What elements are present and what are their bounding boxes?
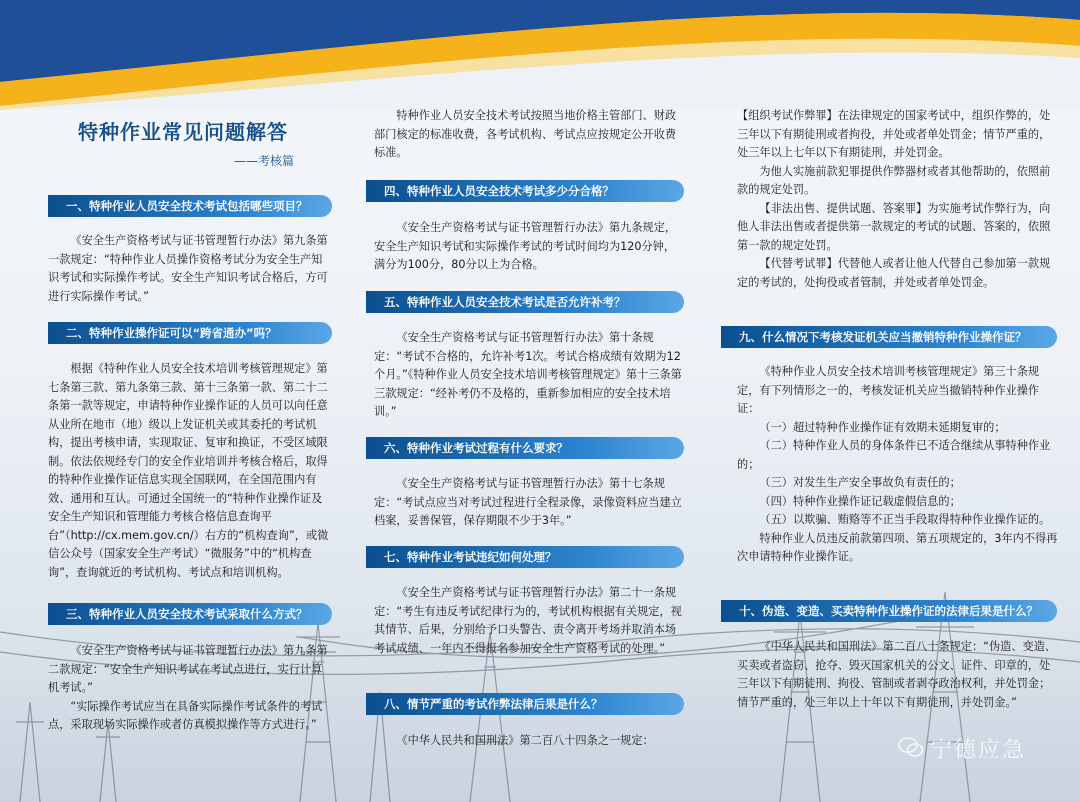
answer-9 bbox=[737, 363, 1059, 567]
answer-1 bbox=[48, 232, 330, 306]
question-10-heading: 十、伪造、变造、买卖特种作业操作证的法律后果是什么？ bbox=[721, 600, 1057, 622]
answer-7-text: 《安全生产资格考试与证书管理暂行办法》第二十一条规定：“考生有违反考试纪律行为的，考试机构根据有关规定，视其情节、后果，分别给予口头警告、责令离开考场并取消本场考试成绩、一年内不得报名参加安全生产资格考试的处理。” bbox=[374, 586, 682, 655]
answer-3-continued-text: 特种作业人员安全技术考试按照当地价格主管部门、财政部门核定的标准收费，各考试机构、考试点应按规定公开收费标准。 bbox=[374, 109, 677, 159]
answer-8-text-2: 为他人实施前款犯罪提供作弊器材或者其他帮助的，依照前款的规定处罚。 bbox=[737, 164, 1051, 196]
answer-6 bbox=[374, 475, 686, 531]
answer-3-continued bbox=[374, 107, 686, 163]
answer-2-text: 根据《特种作业人员安全技术培训考核管理规定》第七条第三款、第九条第三款、第十三条第一款、第二十二条第一款等规定，申请特种作业操作证的人员可以向任意从业所在地市（地）级以上发证机关或其委托的考试机构，提出考核申请，实现取证、复审和换证，不受区域限制。依法依规经专门的安全作业培训并考核合格后，取得的特种作业操作证信息实现全国联网，在全国范围内有效、通用和互认。可通过全国统一的“特种作业操作证及安全生产知识和管理能力考核合格信息查询平台”（http://cx.mem.gov.cn/）右方的“机构查询”，或微信公众号（国家安全生产考试）“微服务”中的“机构查询”，查询就近的考试机构、考试点和培训机构。 bbox=[48, 362, 329, 579]
question-1-heading: 一、特种作业人员安全技术考试包括哪些项目？ bbox=[48, 195, 332, 217]
answer-5 bbox=[374, 329, 686, 422]
question-7-heading: 七、特种作业考试违纪如何处理？ bbox=[366, 546, 684, 568]
answer-10 bbox=[737, 638, 1059, 712]
answer-6-text: 《安全生产资格考试与证书管理暂行办法》第十七条规定：“考试点应当对考试过程进行全程录像，录像资料应当建立档案，妥善保管，保存期限不少于3年。” bbox=[374, 477, 682, 527]
answer-9-item-4: （四）特种作业操作证记载虚假信息的； bbox=[759, 494, 961, 508]
watermark-text: 宁德应急 bbox=[930, 738, 1027, 763]
answer-3-text-1: 《安全生产资格考试与证书管理暂行办法》第九条第二款规定：“安全生产知识考试在考试点进行，实行计算机考试。” bbox=[48, 644, 328, 694]
header-banner bbox=[0, 0, 1080, 110]
question-8-heading: 八、情节严重的考试作弊法律后果是什么？ bbox=[366, 693, 684, 715]
question-5-heading: 五、特种作业人员安全技术考试是否允许补考？ bbox=[366, 291, 684, 313]
page-subtitle: ——考核篇 bbox=[234, 154, 295, 168]
answer-9-text-2: 特种作业人员违反前款第四项、第五项规定的，3年内不得再次申请特种作业操作证。 bbox=[737, 531, 1058, 563]
answer-9-item-5: （五）以欺骗、贿赂等不正当手段取得特种作业操作证的。 bbox=[759, 513, 1051, 526]
question-6-heading: 六、特种作业考试过程有什么要求？ bbox=[366, 437, 684, 459]
answer-4-text: 《安全生产资格考试与证书管理暂行办法》第九条规定，安全生产知识考试和实际操作考试的考试时间均为120分钟，满分为100分，80分以上为合格。 bbox=[374, 221, 677, 271]
answer-9-item-1: （一）超过特种作业操作证有效期未延期复审的； bbox=[759, 420, 1006, 434]
answer-9-text: 《特种作业人员安全技术培训考核管理规定》第三十条规定，有下列情形之一的，考核发证机关应当撤销特种作业操作证： bbox=[737, 365, 1040, 415]
answer-9-item-3: （三）对发生生产安全事故负有责任的； bbox=[759, 476, 961, 489]
answer-3-text-2: “实际操作考试应当在具备实际操作考试条件的考试点，采取现场实际操作或者仿真模拟操作等方式进行。” bbox=[48, 699, 323, 731]
question-2-heading: 二、特种作业操作证可以“跨省通办”吗？ bbox=[48, 322, 332, 344]
answer-8-text-3: 【非法出售、提供试题、答案罪】为实施考试作弊行为，向他人非法出售或者提供第一款规定的考试的试题、答案的，依照第一款的规定处罚。 bbox=[737, 201, 1051, 252]
answer-8-continued bbox=[737, 107, 1059, 292]
answer-8-text: 《中华人民共和国刑法》第二百八十四条之一规定： bbox=[396, 734, 654, 747]
answer-9-item-2: （二）特种作业人员的身体条件已不适合继续从事特种作业的； bbox=[737, 439, 1051, 471]
answer-7 bbox=[374, 584, 686, 658]
answer-2 bbox=[48, 360, 330, 582]
question-3-heading: 三、特种作业人员安全技术考试采取什么方式？ bbox=[48, 603, 332, 625]
question-9-heading: 九、什么情况下考核发证机关应当撤销特种作业操作证？ bbox=[721, 326, 1057, 348]
page-title: 特种作业常见问题解答 bbox=[78, 120, 288, 144]
answer-1-text: 《安全生产资格考试与证书管理暂行办法》第九条第一款规定：“特种作业人员操作资格考试分为安全生产知识考试和实际操作考试。安全生产知识考试合格后，方可进行实际操作考试。” bbox=[48, 234, 328, 303]
wechat-icon bbox=[898, 736, 924, 758]
answer-10-text: 《中华人民共和国刑法》第二百八十条规定：“伪造、变造、买卖或者盗窃、抢夺、毁灭国家机关的公文、证件、印章的，处三年以下有期徒刑、拘役、管制或者剥夺政治权利，并处罚金；情节严重的，处三年以上十年以下有期徒刑，并处罚金。” bbox=[737, 640, 1057, 709]
answer-8 bbox=[374, 732, 686, 751]
answer-3 bbox=[48, 642, 330, 735]
answer-5-text: 《安全生产资格考试与证书管理暂行办法》第十条规定：“考试不合格的，允许补考1次。考试合格成绩有效期为12个月。”《特种作业人员安全技术培训考核管理规定》第十三条第三款规定：“经补考仍不及格的，重新参加相应的安全技术培训。” bbox=[374, 331, 682, 418]
answer-8-text-4: 【代替考试罪】代替他人或者让他人代替自己参加第一款规定的考试的，处拘役或者管制，并处或者单处罚金。 bbox=[737, 257, 1051, 289]
answer-8-text-1: 【组织考试作弊罪】在法律规定的国家考试中，组织作弊的，处三年以下有期徒刑或者拘役，并处或者单处罚金；情节严重的，处三年以上七年以下有期徒刑，并处罚金。 bbox=[737, 109, 1051, 159]
question-4-heading: 四、特种作业人员安全技术考试多少分合格？ bbox=[366, 180, 684, 202]
answer-4 bbox=[374, 219, 686, 275]
